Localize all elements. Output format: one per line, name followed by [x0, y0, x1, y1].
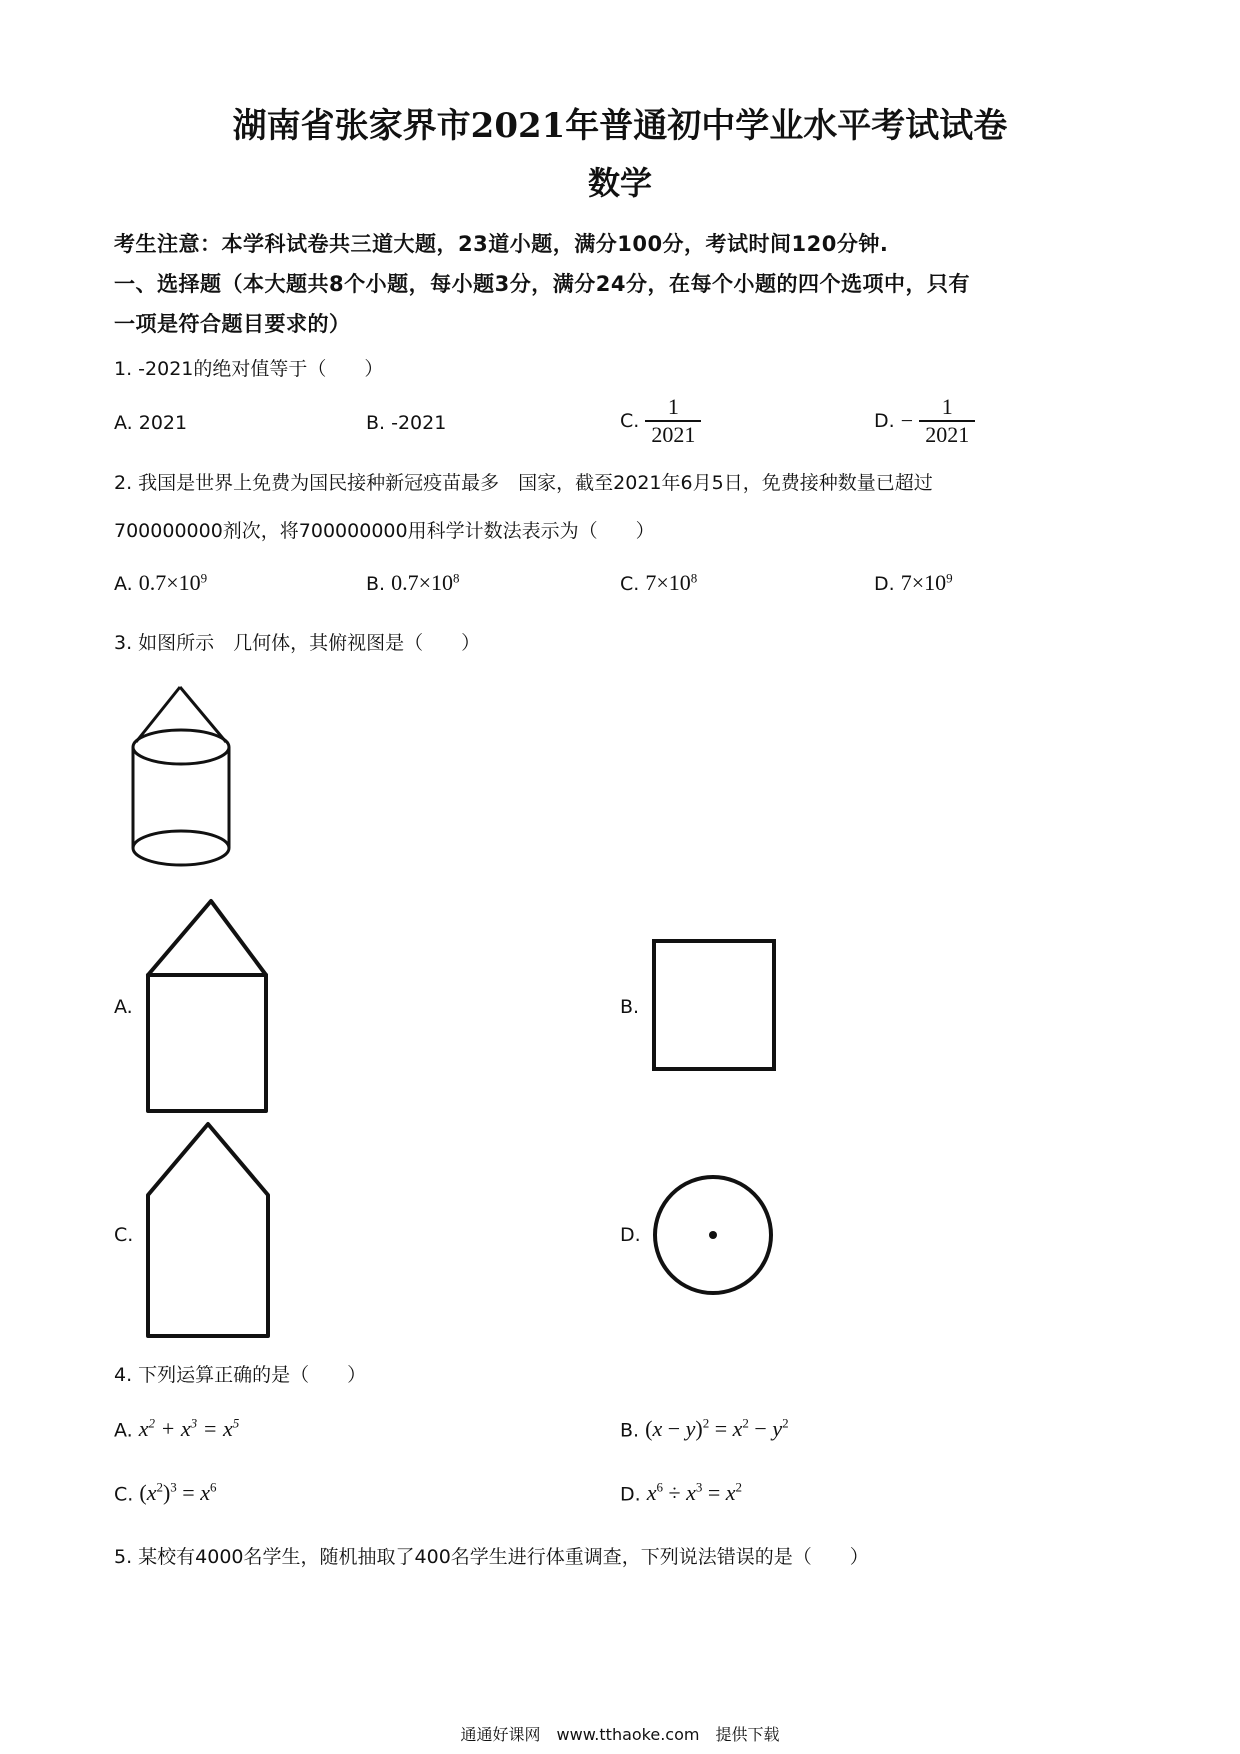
question-2-option-d — [874, 570, 953, 596]
question-4-option-c — [114, 1480, 216, 1506]
square-body — [148, 975, 266, 1111]
fraction-denominator: 2021 — [651, 422, 696, 447]
cone-right-edge — [180, 687, 226, 742]
option-label: A. — [114, 1419, 133, 1442]
option-c-pentagon-figure — [140, 1118, 275, 1344]
option-b-formula: $(x - y)^2 = x^2 - y^2$ — [645, 1416, 789, 1442]
option-c-formula: $(x^2)^3 = x^6$ — [139, 1480, 217, 1506]
question-4-option-a — [114, 1416, 239, 1442]
option-b-square-figure — [648, 935, 780, 1075]
option-exponent: 9 — [946, 570, 953, 586]
question-3-stem: 3. 如图所示 几何体，其俯视图是（ ） — [114, 632, 481, 654]
question-2-stem-line1: 2. 我国是世界上免费为国民接种新冠疫苗最多 国家，截至2021年6月5日，免费接种数量已超过 — [114, 472, 933, 494]
pentagon-shape — [148, 1124, 268, 1336]
option-label: B. — [366, 573, 386, 595]
option-label: D. — [874, 573, 895, 595]
question-4-option-d — [620, 1480, 742, 1506]
option-d-fraction — [919, 394, 975, 448]
option-a-formula: $x^2 + x^3 = x^5$ — [138, 1416, 240, 1442]
cone-cylinder-figure — [120, 680, 250, 870]
question-5-stem: 5. 某校有4000名学生，随机抽取了400名学生进行体重调查，下列说法错误的是（ ） — [114, 1546, 869, 1568]
question-3-option-a: A. — [114, 996, 133, 1018]
fraction-denominator: 2021 — [925, 422, 970, 447]
exam-notice: 考生注意：本学科试卷共三道大题，23道小题，满分100分，考试时间120分钟. — [114, 232, 889, 256]
exam-title: 湖南省张家界市2021年普通初中学业水平考试试卷 — [232, 106, 1008, 146]
question-2-option-c — [620, 570, 697, 596]
option-expression: 0.7×10 — [138, 570, 201, 595]
option-a-house-figure — [140, 895, 270, 1120]
question-2-option-a — [114, 570, 207, 596]
question-3-option-c: C. — [114, 1224, 134, 1246]
option-d-formula: $x^6 \div x^3 = x^2$ — [646, 1480, 743, 1506]
option-c-fraction — [645, 394, 701, 448]
subject-title: 数学 — [587, 164, 652, 202]
question-4-stem: 4. 下列运算正确的是（ ） — [114, 1364, 367, 1386]
question-1-stem: 1. -2021的绝对值等于（ ） — [114, 358, 384, 380]
cone-left-edge — [136, 687, 180, 742]
section-heading-line1: 一、选择题（本大题共8个小题，每小题3分，满分24分，在每个小题的四个选项中，只有 — [114, 272, 970, 296]
question-3-option-b: B. — [620, 996, 640, 1018]
option-label: C. — [620, 573, 640, 595]
circle-center-dot — [709, 1231, 717, 1239]
question-1-option-b: B. -2021 — [366, 412, 447, 434]
page-footer: 通通好课网 www.tthaoke.com 提供下载 — [460, 1725, 780, 1744]
cylinder-top-ellipse — [133, 730, 229, 764]
triangle-roof — [148, 901, 266, 975]
option-exponent: 8 — [690, 570, 698, 586]
option-exponent: 8 — [453, 570, 460, 586]
question-1-option-d — [874, 394, 975, 448]
question-4-option-b — [620, 1416, 789, 1442]
fraction-numerator: 1 — [645, 394, 701, 422]
question-2-stem-line2: 700000000剂次，将700000000用科学计数法表示为（ ） — [114, 520, 655, 542]
option-label: D. — [620, 1483, 641, 1506]
option-d-label: D. — [874, 410, 895, 432]
option-expression: 7×10 — [645, 570, 691, 595]
square-shape — [654, 941, 774, 1069]
cylinder-bottom-ellipse — [133, 831, 229, 865]
question-1-option-c — [620, 394, 701, 448]
option-exponent: 9 — [200, 570, 208, 586]
question-3-option-d: D. — [620, 1224, 641, 1246]
option-label: B. — [620, 1419, 640, 1442]
section-heading-line2: 一项是符合题目要求的） — [114, 312, 351, 336]
fraction-numerator: 1 — [919, 394, 975, 422]
option-label: A. — [114, 573, 133, 595]
question-1-option-a: A. 2021 — [114, 412, 188, 434]
option-c-label: C. — [620, 410, 640, 432]
option-d-circle-figure — [648, 1170, 778, 1300]
option-expression: 7×10 — [900, 570, 947, 595]
minus-sign: − — [900, 408, 914, 433]
option-expression: 0.7×10 — [391, 570, 454, 595]
option-label: C. — [114, 1483, 134, 1506]
question-2-option-b — [366, 570, 460, 596]
